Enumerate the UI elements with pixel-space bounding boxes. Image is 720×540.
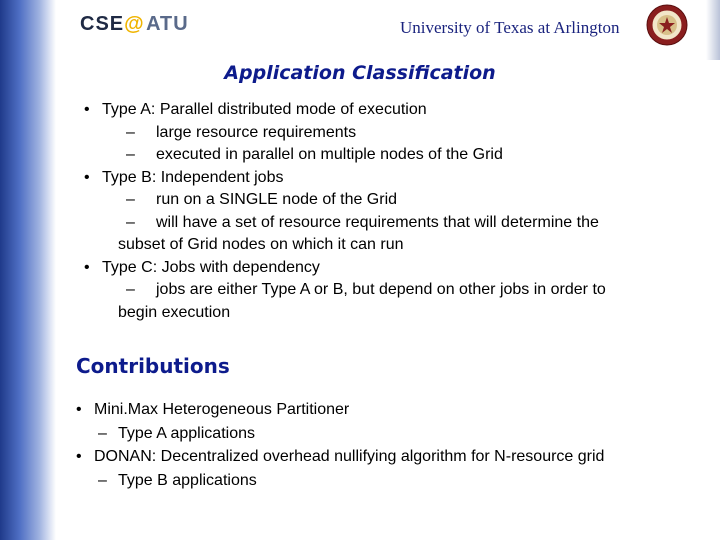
- sub-item-continuation: subset of Grid nodes on which it can run: [118, 236, 404, 253]
- type-label: Type A: [102, 101, 151, 118]
- list-item: • Type A: Parallel distributed mode of execution: [84, 101, 427, 118]
- sub-item: – jobs are either Type A or B, but depend on other jobs in order to: [126, 281, 606, 298]
- logo-lead: CSE: [80, 12, 125, 35]
- type-label: Type B: [102, 168, 152, 186]
- classification-list: [84, 99, 684, 324]
- cse-uta-logo: [80, 10, 188, 38]
- sub-item: – executed in parallel on multiple nodes of the Grid: [126, 146, 503, 163]
- sub-item: – large resource requirements: [126, 123, 357, 141]
- slide-title: Application Classification: [224, 62, 496, 84]
- university-seal-icon: [646, 4, 688, 46]
- list-item: • Type B: Independent jobs: [84, 168, 284, 186]
- sub-item: – Type B applications: [98, 471, 257, 489]
- corner-shade: [706, 0, 720, 60]
- type-desc: : Parallel distributed mode of execution: [150, 101, 427, 118]
- type-desc: : Jobs with dependency: [152, 258, 320, 276]
- contributions-list: [76, 398, 696, 492]
- university-name: University of Texas at Arlington: [400, 18, 620, 37]
- sub-item: – Type A applications: [98, 424, 255, 442]
- sub-item-continuation: begin execution: [118, 303, 231, 321]
- logo-tail: UTA: [144, 12, 188, 35]
- list-item: • DONAN: Decentralized overhead nullifying algorithm for N-resource grid: [76, 448, 605, 465]
- contributions-heading: Contributions: [76, 354, 230, 378]
- sub-item: – run on a SINGLE node of the Grid: [126, 191, 398, 208]
- type-label: Type C: [102, 258, 153, 276]
- logo-mark: @: [124, 12, 145, 35]
- type-desc: : Independent jobs: [151, 168, 284, 186]
- list-item: • Type C: Jobs with dependency: [84, 258, 320, 276]
- list-item: • Mini.Max Heterogeneous Partitioner: [76, 401, 350, 418]
- sub-item: – will have a set of resource requirements that will determine the: [126, 213, 599, 231]
